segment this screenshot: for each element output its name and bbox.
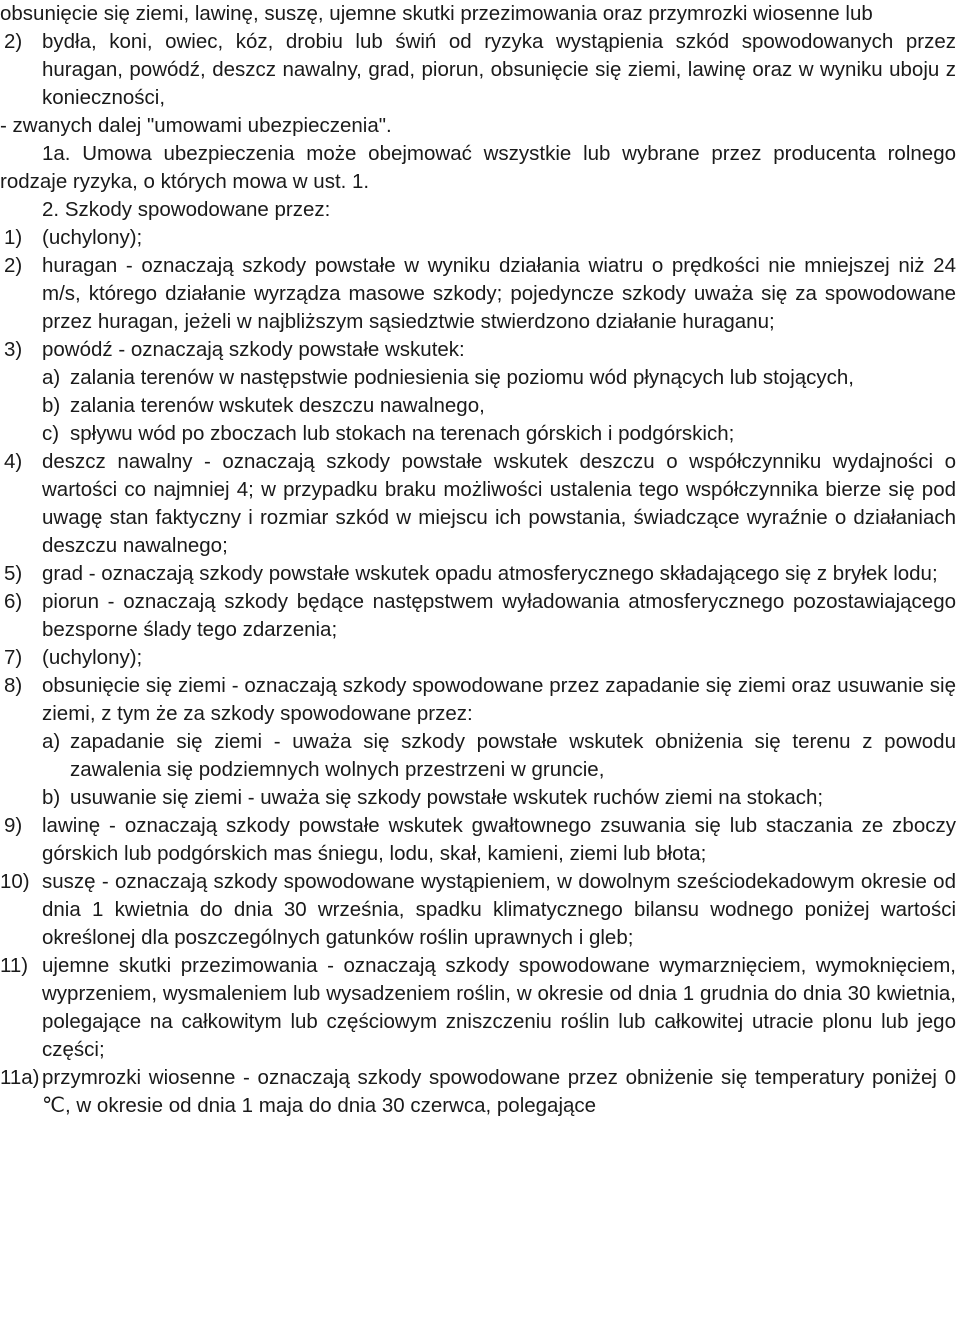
item-text: obsunięcie się ziemi - oznaczają szkody spowodowane przez zapadanie się ziemi oraz usuwanie się ziemi, z tym że za szkody spowodowane przez: (42, 674, 956, 725)
list-item (0, 252, 960, 336)
item-number: 11a) (0, 1066, 40, 1089)
item-number: 11) (0, 954, 29, 977)
intro-suffix: - zwanych dalej "umowami ubezpieczenia". (0, 114, 392, 137)
item-number: 3) (4, 338, 23, 361)
list-item (0, 224, 960, 252)
item-text: grad - oznaczają szkody powstałe wskutek opadu atmosferycznego składającego się z bryłek lodu; (42, 562, 938, 585)
list-item (0, 1064, 960, 1120)
paragraph-2 (0, 196, 960, 224)
item-text: bydła, koni, owiec, kóz, drobiu lub świń od ryzyka wystąpienia szkód spowodowanych przez huragan, powódź, deszcz nawalny, grad, piorun, obsunięcie się ziemi, lawinę oraz w wyniku uboju z konieczności, (42, 30, 956, 109)
list-item (0, 868, 960, 952)
sub-item-text: zalania terenów w następstwie podniesienia się poziomu wód płynących lub stojących, (70, 366, 854, 389)
item-text: huragan - oznaczają szkody powstałe w wyniku działania wiatru o prędkości nie mniejszej niż 24 m/s, którego działanie wyrządza masowe szkody; pojedyncze szkody uważa się za spowodowane przez huragan, jeżeli w najbliższym sąsiedztwie stwierdzono działanie huraganu; (42, 254, 956, 333)
intro-line: obsunięcie się ziemi, lawinę, suszę, ujemne skutki przezimowania oraz przymrozki wiosenne lub (0, 2, 873, 25)
sub-item-letter: a) (42, 730, 61, 753)
sub-item-letter: b) (42, 394, 61, 417)
item-text: lawinę - oznaczają szkody powstałe wskutek gwałtownego zsuwania się lub staczania ze zboczy górskich lub podgórskich mas śniegu, lodu, skał, kamieni, ziemi lub błota; (42, 814, 956, 865)
item-text: deszcz nawalny - oznaczają szkody powstałe wskutek deszczu o współczynniku wydajności o wartości co najmniej 4; w przypadku braku możliwości ustalenia tego współczynnika bierze się pod uwagę stan faktyczny i rozmiar szkód w miejscu ich powstania, świadczące wyraźnie o działaniach deszczu nawalnego; (42, 450, 956, 557)
sub-item (0, 784, 960, 812)
sub-item (0, 364, 960, 392)
list-item (0, 588, 960, 644)
item-number: 10) (0, 870, 30, 893)
sub-item (0, 392, 960, 420)
item-number: 1) (4, 226, 23, 249)
paragraph-number: 2. (42, 198, 60, 221)
item-number: 4) (4, 450, 23, 473)
list-item (0, 448, 960, 560)
item-text: suszę - oznaczają szkody spowodowane wystąpieniem, w dowolnym sześciodekadowym okresie od dnia 1 kwietnia do dnia 30 września, spadku klimatycznego bilansu wodnego poniżej wartości określonej dla poszczególnych gatunków roślin uprawnych i gleb; (42, 870, 956, 949)
item-text: powódź - oznaczają szkody powstałe wskutek: (42, 338, 465, 361)
sub-item-text: zapadanie się ziemi - uważa się szkody powstałe wskutek obniżenia się terenu z powodu zawalenia się podziemnych wolnych przestrzeni w gruncie, (70, 730, 956, 781)
item-text: ujemne skutki przezimowania - oznaczają szkody spowodowane wymarznięciem, wymoknięciem, wyprzeniem, wysmaleniem lub wysadzeniem roślin, w okresie od dnia 1 grudnia do dnia 30 kwietnia, polegające na całkowitym lub częściowym zniszczeniu roślin lub całkowitej utracie plonu lub jego części; (42, 954, 956, 1061)
sub-item-letter: c) (42, 422, 60, 445)
item-number: 9) (4, 814, 23, 837)
item-text: przymrozki wiosenne - oznaczają szkody spowodowane przez obniżenie się temperatury poniżej 0 ℃, w okresie od dnia 1 maja do dnia 30 czerwca, polegające (42, 1066, 956, 1117)
item-text: (uchylony); (42, 226, 143, 249)
paragraph-number: 1a. (42, 142, 71, 165)
sub-item (0, 728, 960, 784)
list-item (0, 560, 960, 588)
item-number: 7) (4, 646, 23, 669)
intro-item-2 (0, 28, 960, 112)
paragraph-1a (0, 140, 960, 196)
list-item (0, 952, 960, 1064)
list-item (0, 812, 960, 868)
sub-item (0, 420, 960, 448)
sub-item-letter: b) (42, 786, 61, 809)
sub-item-letter: a) (42, 366, 61, 389)
sub-item-text: usuwanie się ziemi - uważa się szkody powstałe wskutek ruchów ziemi na stokach; (70, 786, 824, 809)
item-number: 8) (4, 674, 23, 697)
item-text: piorun - oznaczają szkody będące następstwem wyładowania atmosferycznego pozostawiającego bezsporne ślady tego zdarzenia; (42, 590, 956, 641)
list-item (0, 672, 960, 728)
sub-item-text: zalania terenów wskutek deszczu nawalnego, (70, 394, 485, 417)
list-item (0, 336, 960, 364)
sub-item-text: spływu wód po zboczach lub stokach na terenach górskich i podgórskich; (70, 422, 735, 445)
list-item (0, 644, 960, 672)
paragraph-text: Szkody spowodowane przez: (64, 198, 331, 221)
item-number: 5) (4, 562, 23, 585)
item-number: 2) (4, 30, 23, 53)
item-number: 6) (4, 590, 23, 613)
item-text: (uchylony); (42, 646, 143, 669)
paragraph-text: Umowa ubezpieczenia może obejmować wszystkie lub wybrane przez producenta rolnego rodzaje ryzyka, o których mowa w ust. 1. (0, 142, 956, 193)
item-number: 2) (4, 254, 23, 277)
